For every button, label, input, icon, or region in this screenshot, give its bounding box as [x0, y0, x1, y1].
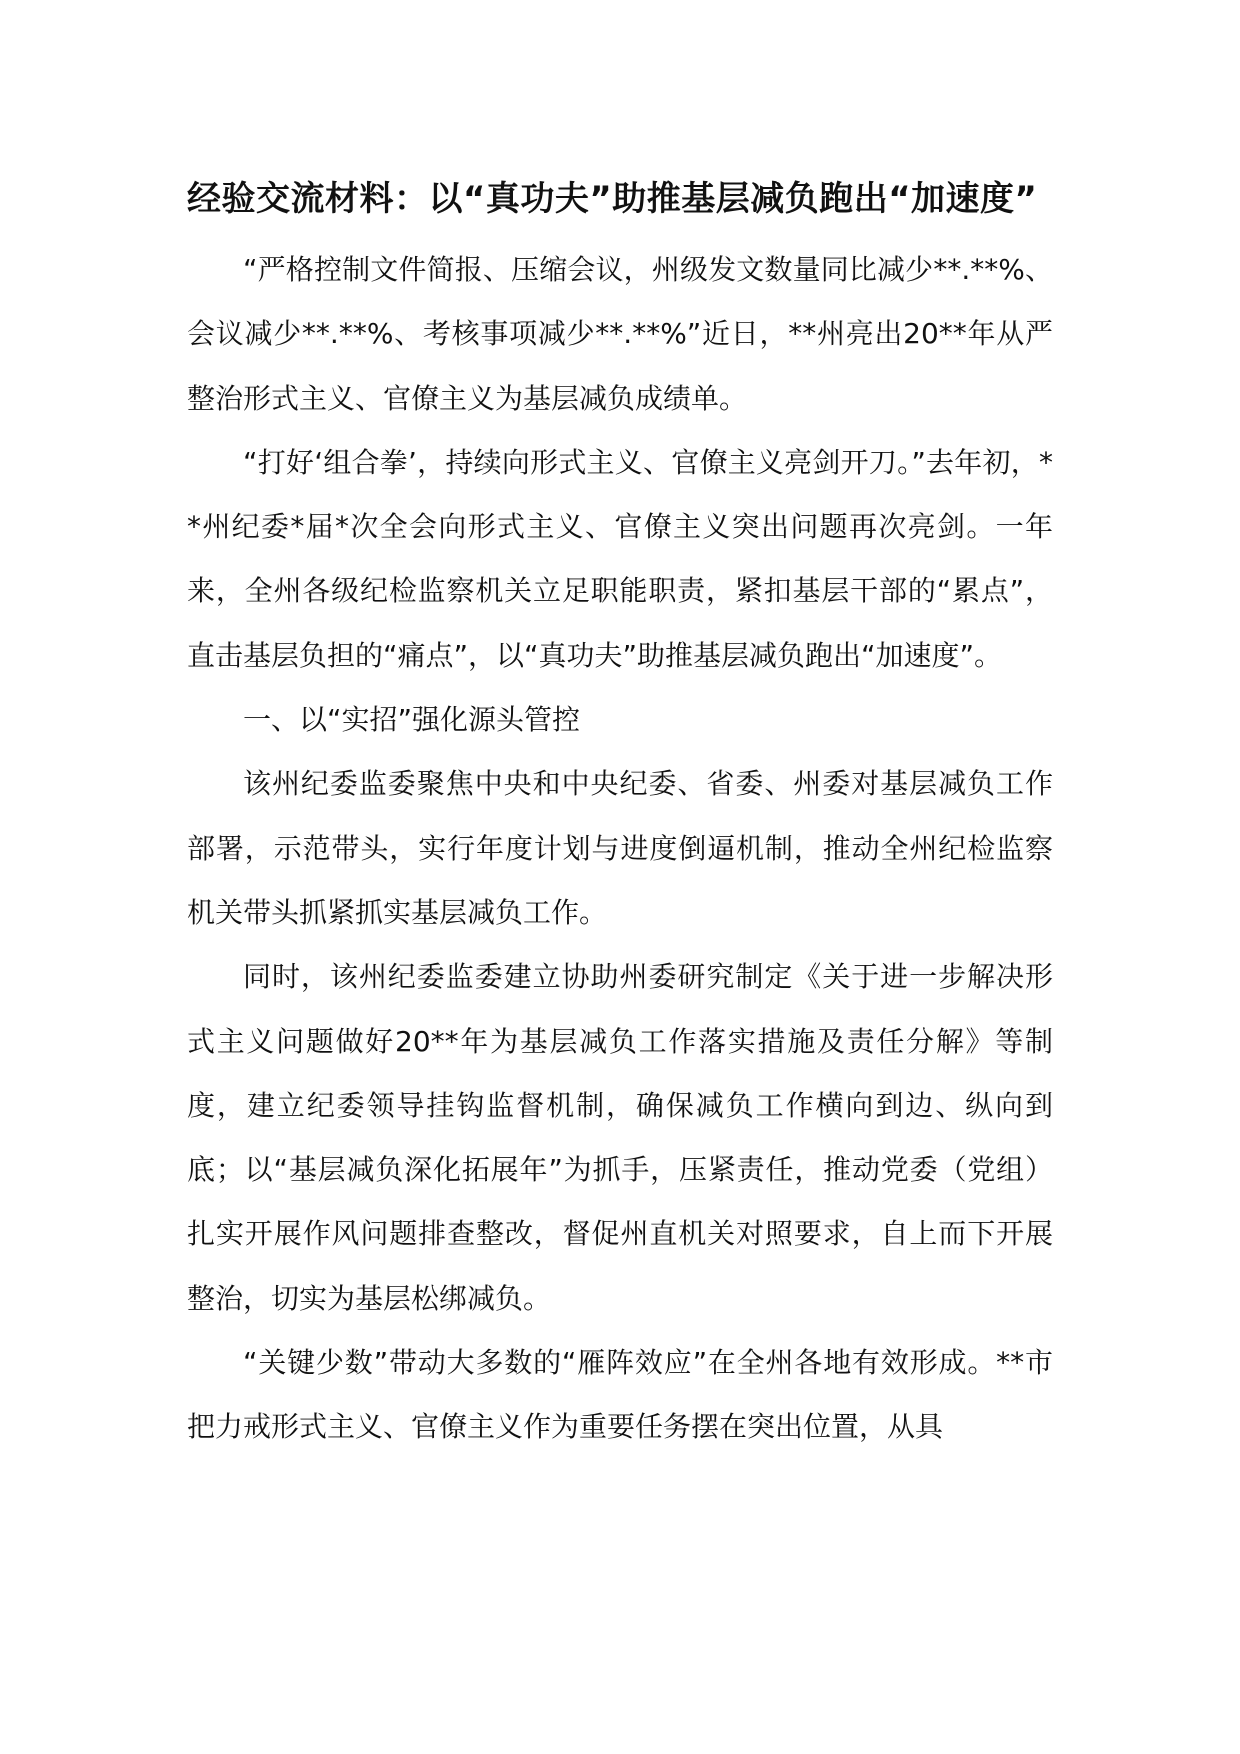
paragraph-background: “打好‘组合拳’，持续向形式主义、官僚主义亮剑开刀。”去年初，**州纪委*届*次全会向形式主义、官僚主义突出问题再次亮剑。一年来，全州各级纪检监察机关立足职能职责，紧扣基层干部的“累点”，直击基层负担的“痛点”，以“真功夫”助推基层减负跑出“加速度”。: [187, 445, 1053, 672]
document-title: 经验交流材料：以“真功夫”助推基层减负跑出“加速度”: [187, 179, 1038, 219]
paragraph-section-1-a: 该州纪委监委聚焦中央和中央纪委、省委、州委对基层减负工作部署，示范带头，实行年度计划与进度倒逼机制，推动全州纪检监察机关带头抓紧抓实基层减负工作。: [187, 767, 1053, 929]
paragraph-section-1-c: “关键少数”带动大多数的“雁阵效应”在全州各地有效形成。**市把力戒形式主义、官僚主义作为重要任务摆在突出位置，从具: [187, 1346, 1053, 1444]
paragraph-intro: “严格控制文件简报、压缩会议，州级发文数量同比减少**.**%、会议减少**.**%、考核事项减少**.**%”近日，**州亮出20**年从严整治形式主义、官僚主义为基层减负成绩单。: [187, 253, 1053, 415]
paragraph-section-1-b: 同时，该州纪委监委建立协助州委研究制定《关于进一步解决形式主义问题做好20**年为基层减负工作落实措施及责任分解》等制度，建立纪委领导挂钩监督机制，确保减负工作横向到边、纵向到底；以“基层减负深化拓展年”为抓手，压紧责任，推动党委（党组）扎实开展作风问题排查整改，督促州直机关对照要求，自上而下开展整治，切实为基层松绑减负。: [187, 960, 1053, 1315]
document-body: [187, 168, 1053, 1460]
section-heading-1: 一、以“实招”强化源头管控: [243, 703, 581, 737]
